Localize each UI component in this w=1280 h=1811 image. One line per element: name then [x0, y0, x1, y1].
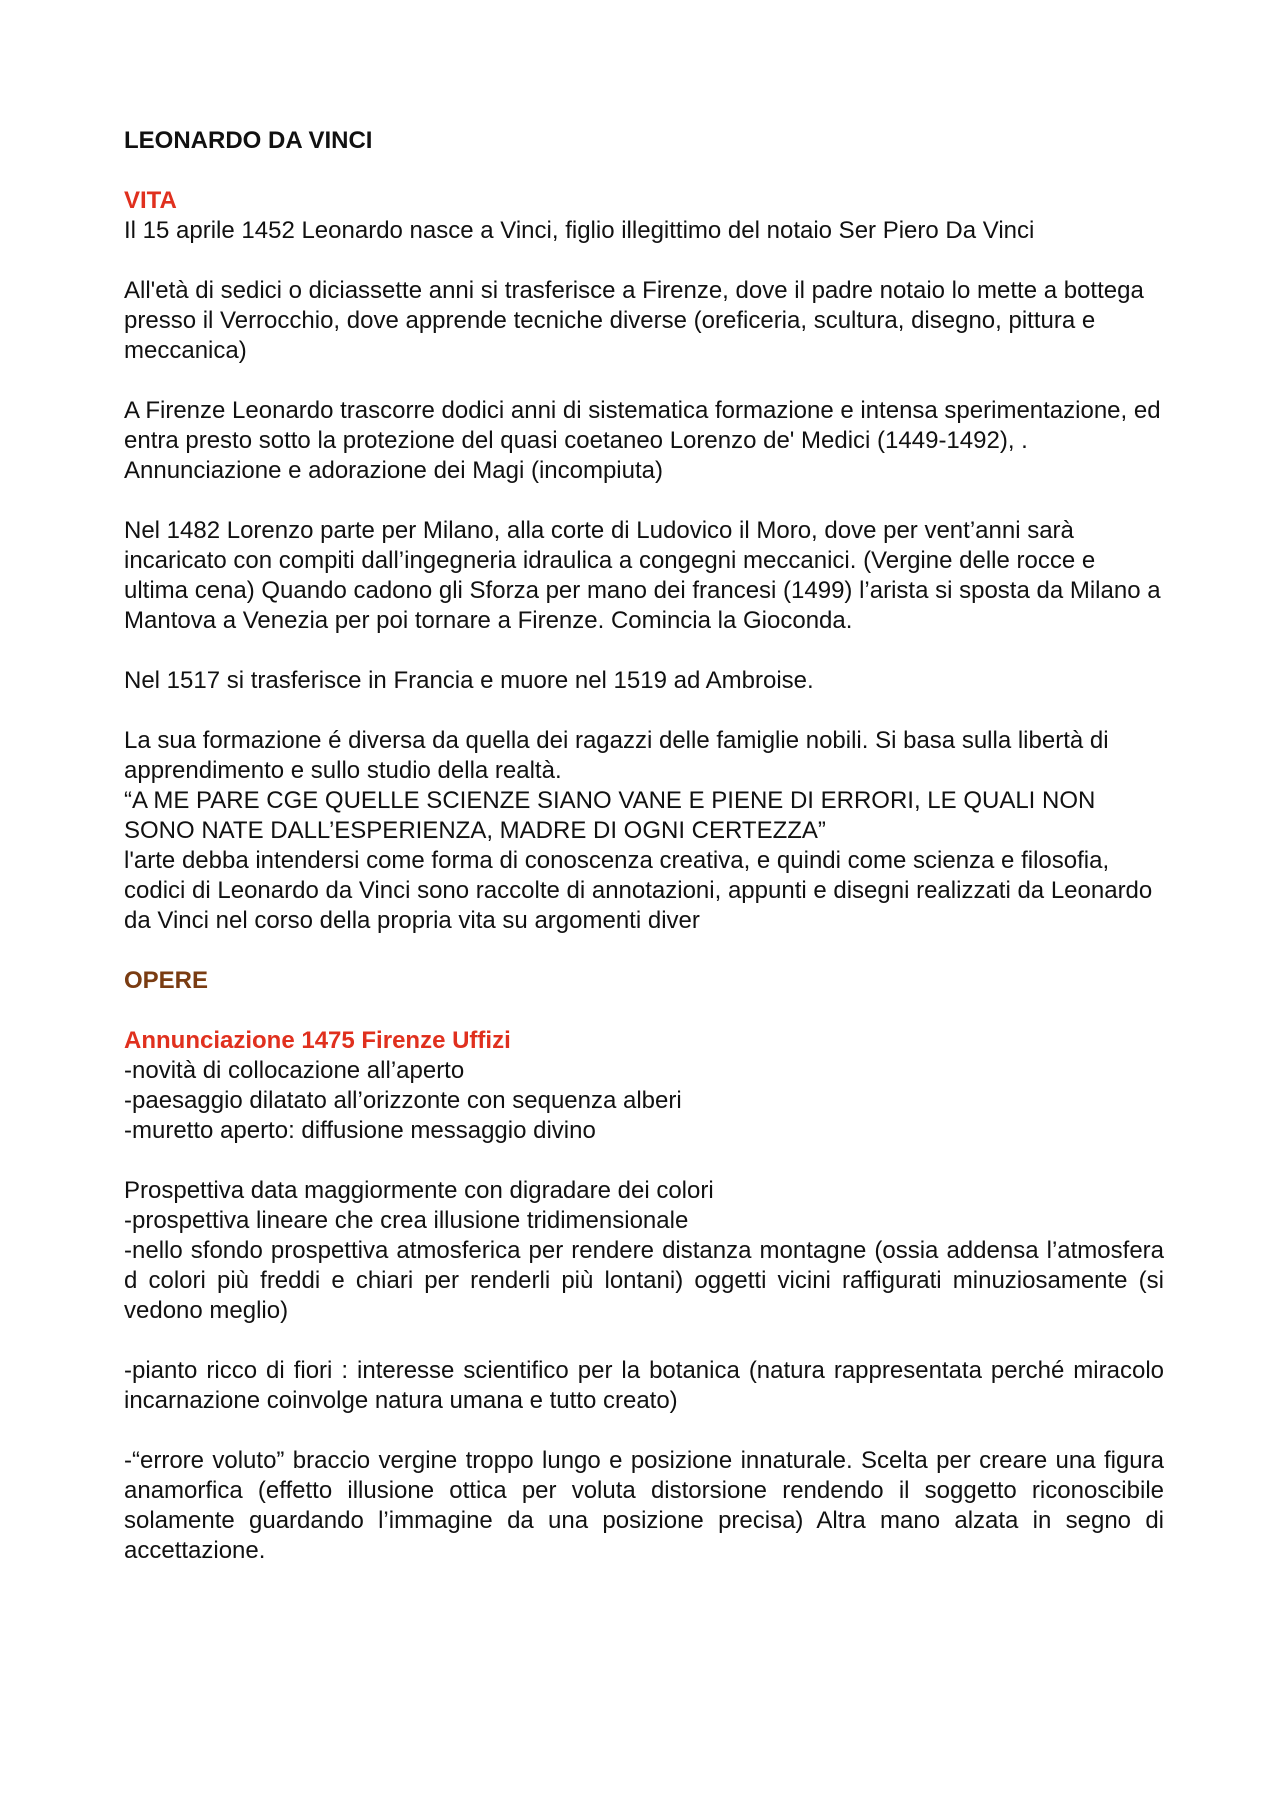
prospettiva-lineare: -prospettiva lineare che crea illusione tridimensionale	[124, 1207, 689, 1234]
pianto-paragraph: -pianto ricco di fiori : interesse scientifico per la botanica (natura rappresentata perché miracolo incarnazione coinvolge natura umana e tutto creato)	[124, 1357, 1164, 1414]
section-heading-opere: OPERE	[124, 967, 209, 994]
annunciazione-bullet: -muretto aperto: diffusione messaggio divino	[124, 1117, 596, 1144]
vita-formazione: La sua formazione é diversa da quella dei ragazzi delle famiglie nobili. Si basa sulla libertà di apprendimento e sullo studio della realtà.	[124, 727, 1109, 784]
prospettiva-intro: Prospettiva data maggiormente con digradare dei colori	[124, 1177, 714, 1204]
vita-quote: “A ME PARE CGE QUELLE SCIENZE SIANO VANE E PIENE DI ERRORI, LE QUALI NON SONO NATE DALL’ESPERIENZA, MADRE DI OGNI CERTEZZA”	[124, 787, 1096, 844]
document-title: LEONARDO DA VINCI	[124, 127, 373, 154]
vita-paragraph-birth: Il 15 aprile 1452 Leonardo nasce a Vinci, figlio illegittimo del notaio Ser Piero Da Vinci	[124, 217, 1035, 244]
prospettiva-atmosferica: -nello sfondo prospettiva atmosferica per rendere distanza montagne (ossia addensa l’atmosfera d colori più freddi e chiari per renderli più lontani) oggetti vicini raffigurati minuziosamente (si vedono meglio)	[124, 1237, 1164, 1324]
vita-paragraph-milano: Nel 1482 Lorenzo parte per Milano, alla corte di Ludovico il Moro, dove per vent’anni sarà incaricato con compiti dall’ingegneria idraulica a congegni meccanici. (Vergine delle rocce e ultima cena) Quando cadono gli Sforza per mano dei francesi (1499) l’arista si sposta da Milano a Mantova a Venezia per poi tornare a Firenze. Comincia la Gioconda.	[124, 517, 1161, 634]
vita-paragraph-verrocchio: All'età di sedici o diciassette anni si trasferisce a Firenze, dove il padre notaio lo mette a bottega presso il Verrocchio, dove apprende tecniche diverse (oreficeria, scultura, disegno, pittura e meccanica)	[124, 277, 1144, 364]
prospettiva-block	[124, 1176, 1164, 1326]
vita-arte-scienza: l'arte debba intendersi come forma di conoscenza creativa, e quindi come scienza e filosofia,	[124, 847, 1110, 874]
vita-paragraph-francia: Nel 1517 si trasferisce in Francia e muore nel 1519 ad Ambroise.	[124, 667, 814, 694]
vita-codici: codici di Leonardo da Vinci sono raccolte di annotazioni, appunti e disegni realizzati da Leonardo da Vinci nel corso della propria vita su argomenti diver	[124, 877, 1153, 934]
annunciazione-bullet: -novità di collocazione all’aperto	[124, 1057, 465, 1084]
vita-formazione-block	[124, 726, 1164, 936]
errore-voluto-paragraph: -“errore voluto” braccio vergine troppo lungo e posizione innaturale. Scelta per creare una figura anamorfica (effetto illusione ottica per voluta distorsione rendendo il soggetto riconoscibile solamente guardando l’immagine da una posizione precisa) Altra mano alzata in segno di accettazione.	[124, 1447, 1164, 1564]
annunciazione-bullet: -paesaggio dilatato all’orizzonte con sequenza alberi	[124, 1087, 682, 1114]
annunciazione-heading: Annunciazione 1475 Firenze Uffizi	[124, 1027, 511, 1054]
vita-paragraph-firenze: A Firenze Leonardo trascorre dodici anni di sistematica formazione e intensa sperimentazione, ed entra presto sotto la protezione del quasi coetaneo Lorenzo de' Medici (1449-1492), . Annunciazione e adorazione dei Magi (incompiuta)	[124, 397, 1161, 484]
section-heading-vita: VITA	[124, 187, 177, 214]
annunciazione-block	[124, 1026, 1164, 1146]
document-page	[124, 126, 1164, 1596]
